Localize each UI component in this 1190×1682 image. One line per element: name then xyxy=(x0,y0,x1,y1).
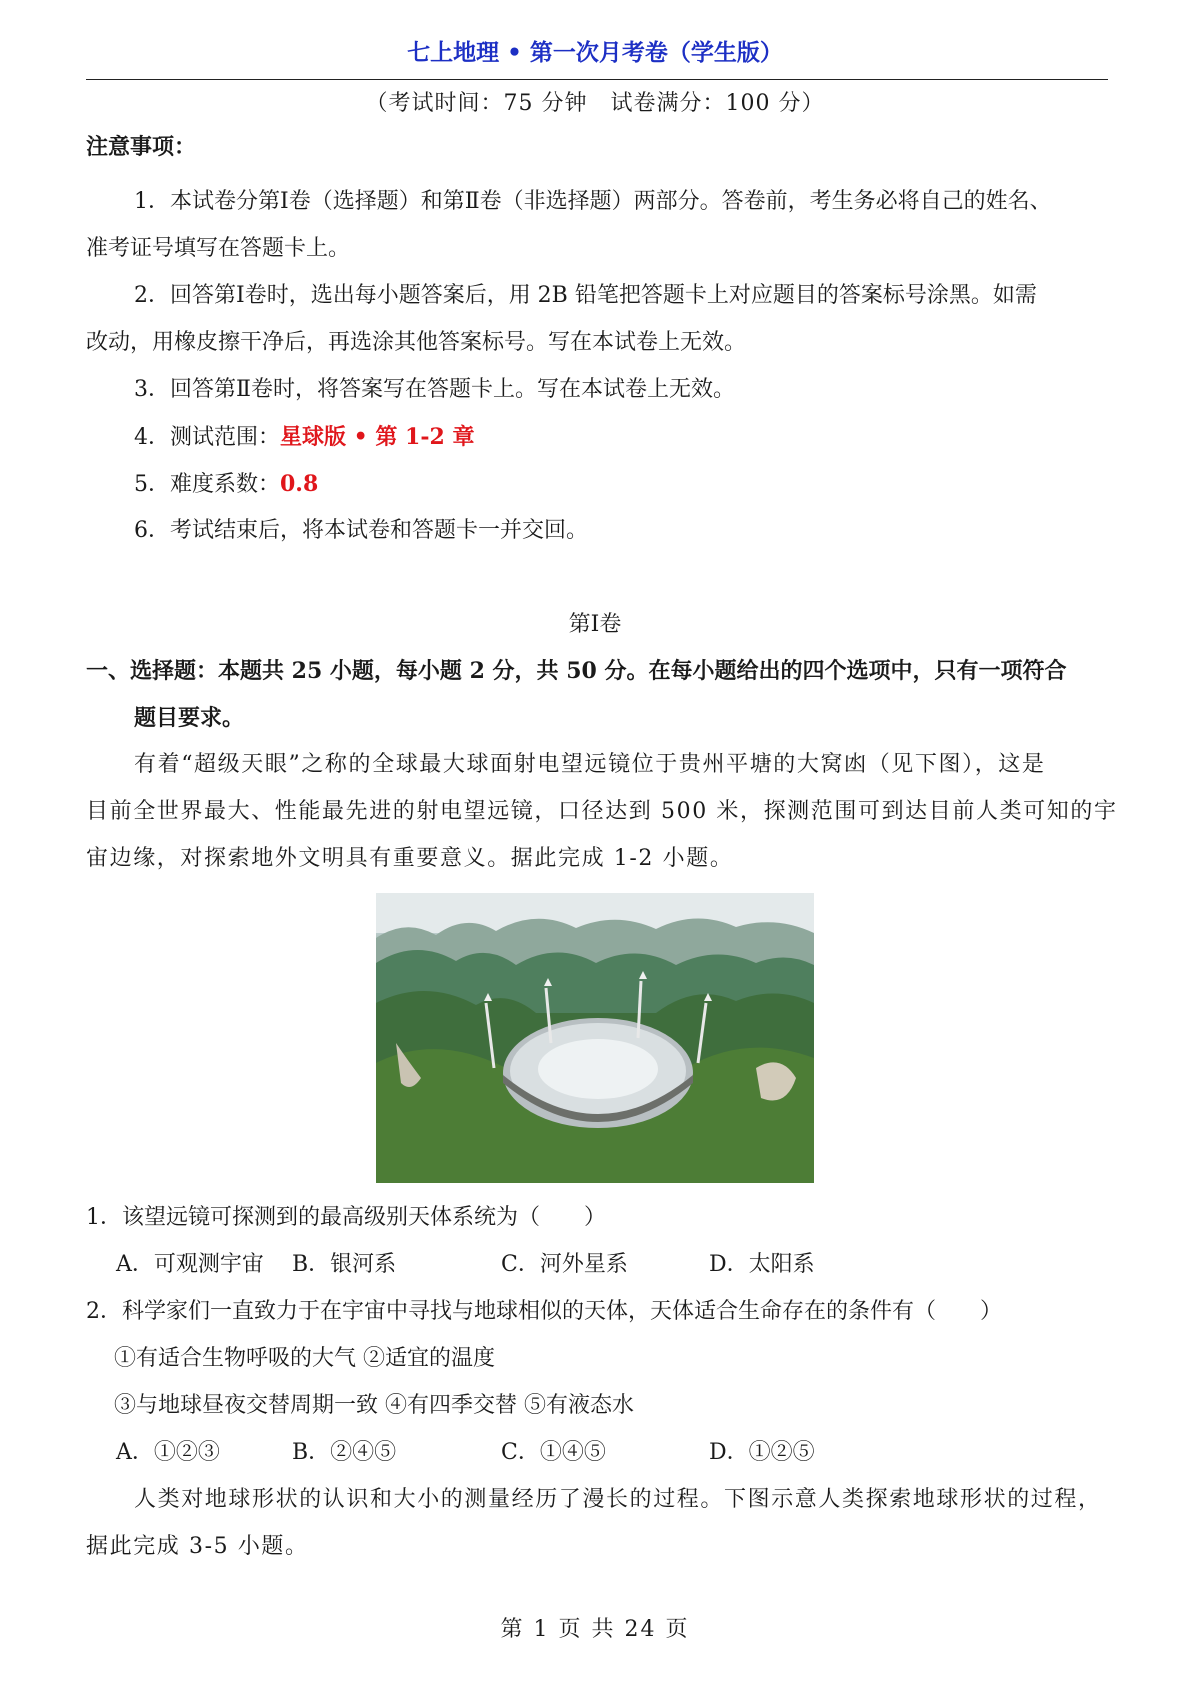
passage2-line2: 据此完成 3-5 小题。 xyxy=(86,1534,309,1559)
notice-heading: 注意事项： xyxy=(86,134,197,160)
passage1-line3: 宙边缘，对探索地外文明具有重要意义。据此完成 1-2 小题。 xyxy=(86,846,734,871)
notice-item-4-label: 4．测试范围： xyxy=(134,425,280,450)
difficulty-value: 0.8 xyxy=(280,471,319,497)
question-1-option-c: C．河外星系 xyxy=(501,1252,628,1277)
notice-item-5-label: 5．难度系数： xyxy=(134,472,280,497)
telescope-illustration xyxy=(376,893,814,1183)
notice-item-2-cont: 改动，用橡皮擦干净后，再选涂其他答案标号。写在本试卷上无效。 xyxy=(86,330,747,355)
notice-item-5 xyxy=(134,469,1108,500)
passage2-line1: 人类对地球形状的认识和大小的测量经历了漫长的过程。下图示意人类探索地球形状的过程， xyxy=(134,1487,1102,1512)
part1-heading-cont: 题目要求。 xyxy=(134,705,245,731)
passage1-line1: 有着“超级天眼”之称的全球最大球面射电望远镜位于贵州平塘的大窝凼（见下图），这是 xyxy=(134,752,1046,777)
question-1-option-b: B．银河系 xyxy=(292,1252,397,1277)
question-1-stem: 1．该望远镜可探测到的最高级别天体系统为（ ） xyxy=(86,1205,606,1230)
question-2-conditions-2: ③与地球昼夜交替周期一致 ④有四季交替 ⑤有液态水 xyxy=(114,1393,634,1418)
notice-item-3: 3．回答第Ⅱ卷时，将答案写在答题卡上。写在本试卷上无效。 xyxy=(134,377,735,402)
question-1-option-a: A．可观测宇宙 xyxy=(116,1252,264,1277)
notice-item-2: 2．回答第Ⅰ卷时，选出每小题答案后，用 2B 铅笔把答题卡上对应题目的答案标号涂黑。如需 xyxy=(134,283,1037,308)
volume-title: 第Ⅰ卷 xyxy=(568,612,622,637)
notice-item-1: 1．本试卷分第Ⅰ卷（选择题）和第Ⅱ卷（非选择题）两部分。答卷前，考生务必将自己的姓名、 xyxy=(134,189,1052,214)
question-2-stem: 2．科学家们一直致力于在宇宙中寻找与地球相似的天体，天体适合生命存在的条件有（ ） xyxy=(86,1299,1003,1324)
question-2-option-b: B．②④⑤ xyxy=(292,1440,397,1465)
question-2-option-c: C．①④⑤ xyxy=(501,1440,606,1465)
notice-item-1-cont: 准考证号填写在答题卡上。 xyxy=(86,236,351,261)
notice-item-4 xyxy=(134,422,1108,453)
passage1-line2: 目前全世界最大、性能最先进的射电望远镜，口径达到 500 米，探测范围可到达目前人类可知的宇 xyxy=(86,799,1118,824)
document-title: 七上地理 • 第一次月考卷（学生版） xyxy=(407,40,783,66)
page-number: 第 1 页 共 24 页 xyxy=(500,1617,690,1642)
question-1-option-d: D．太阳系 xyxy=(709,1252,815,1277)
exam-info: （考试时间：75 分钟 试卷满分：100 分） xyxy=(365,91,825,116)
question-2-option-d: D．①②⑤ xyxy=(709,1440,815,1465)
header-divider xyxy=(86,79,1108,80)
fast-telescope-photo xyxy=(376,893,814,1183)
part1-heading: 一、选择题：本题共 25 小题，每小题 2 分，共 50 分。在每小题给出的四个选项中，只有一项符合 xyxy=(86,658,1067,684)
question-2-conditions-1: ①有适合生物呼吸的大气 ②适宜的温度 xyxy=(114,1346,495,1371)
notice-item-6: 6．考试结束后，将本试卷和答题卡一并交回。 xyxy=(134,518,588,543)
question-2-option-a: A．①②③ xyxy=(116,1440,220,1465)
test-scope: 星球版 • 第 1-2 章 xyxy=(280,424,475,450)
